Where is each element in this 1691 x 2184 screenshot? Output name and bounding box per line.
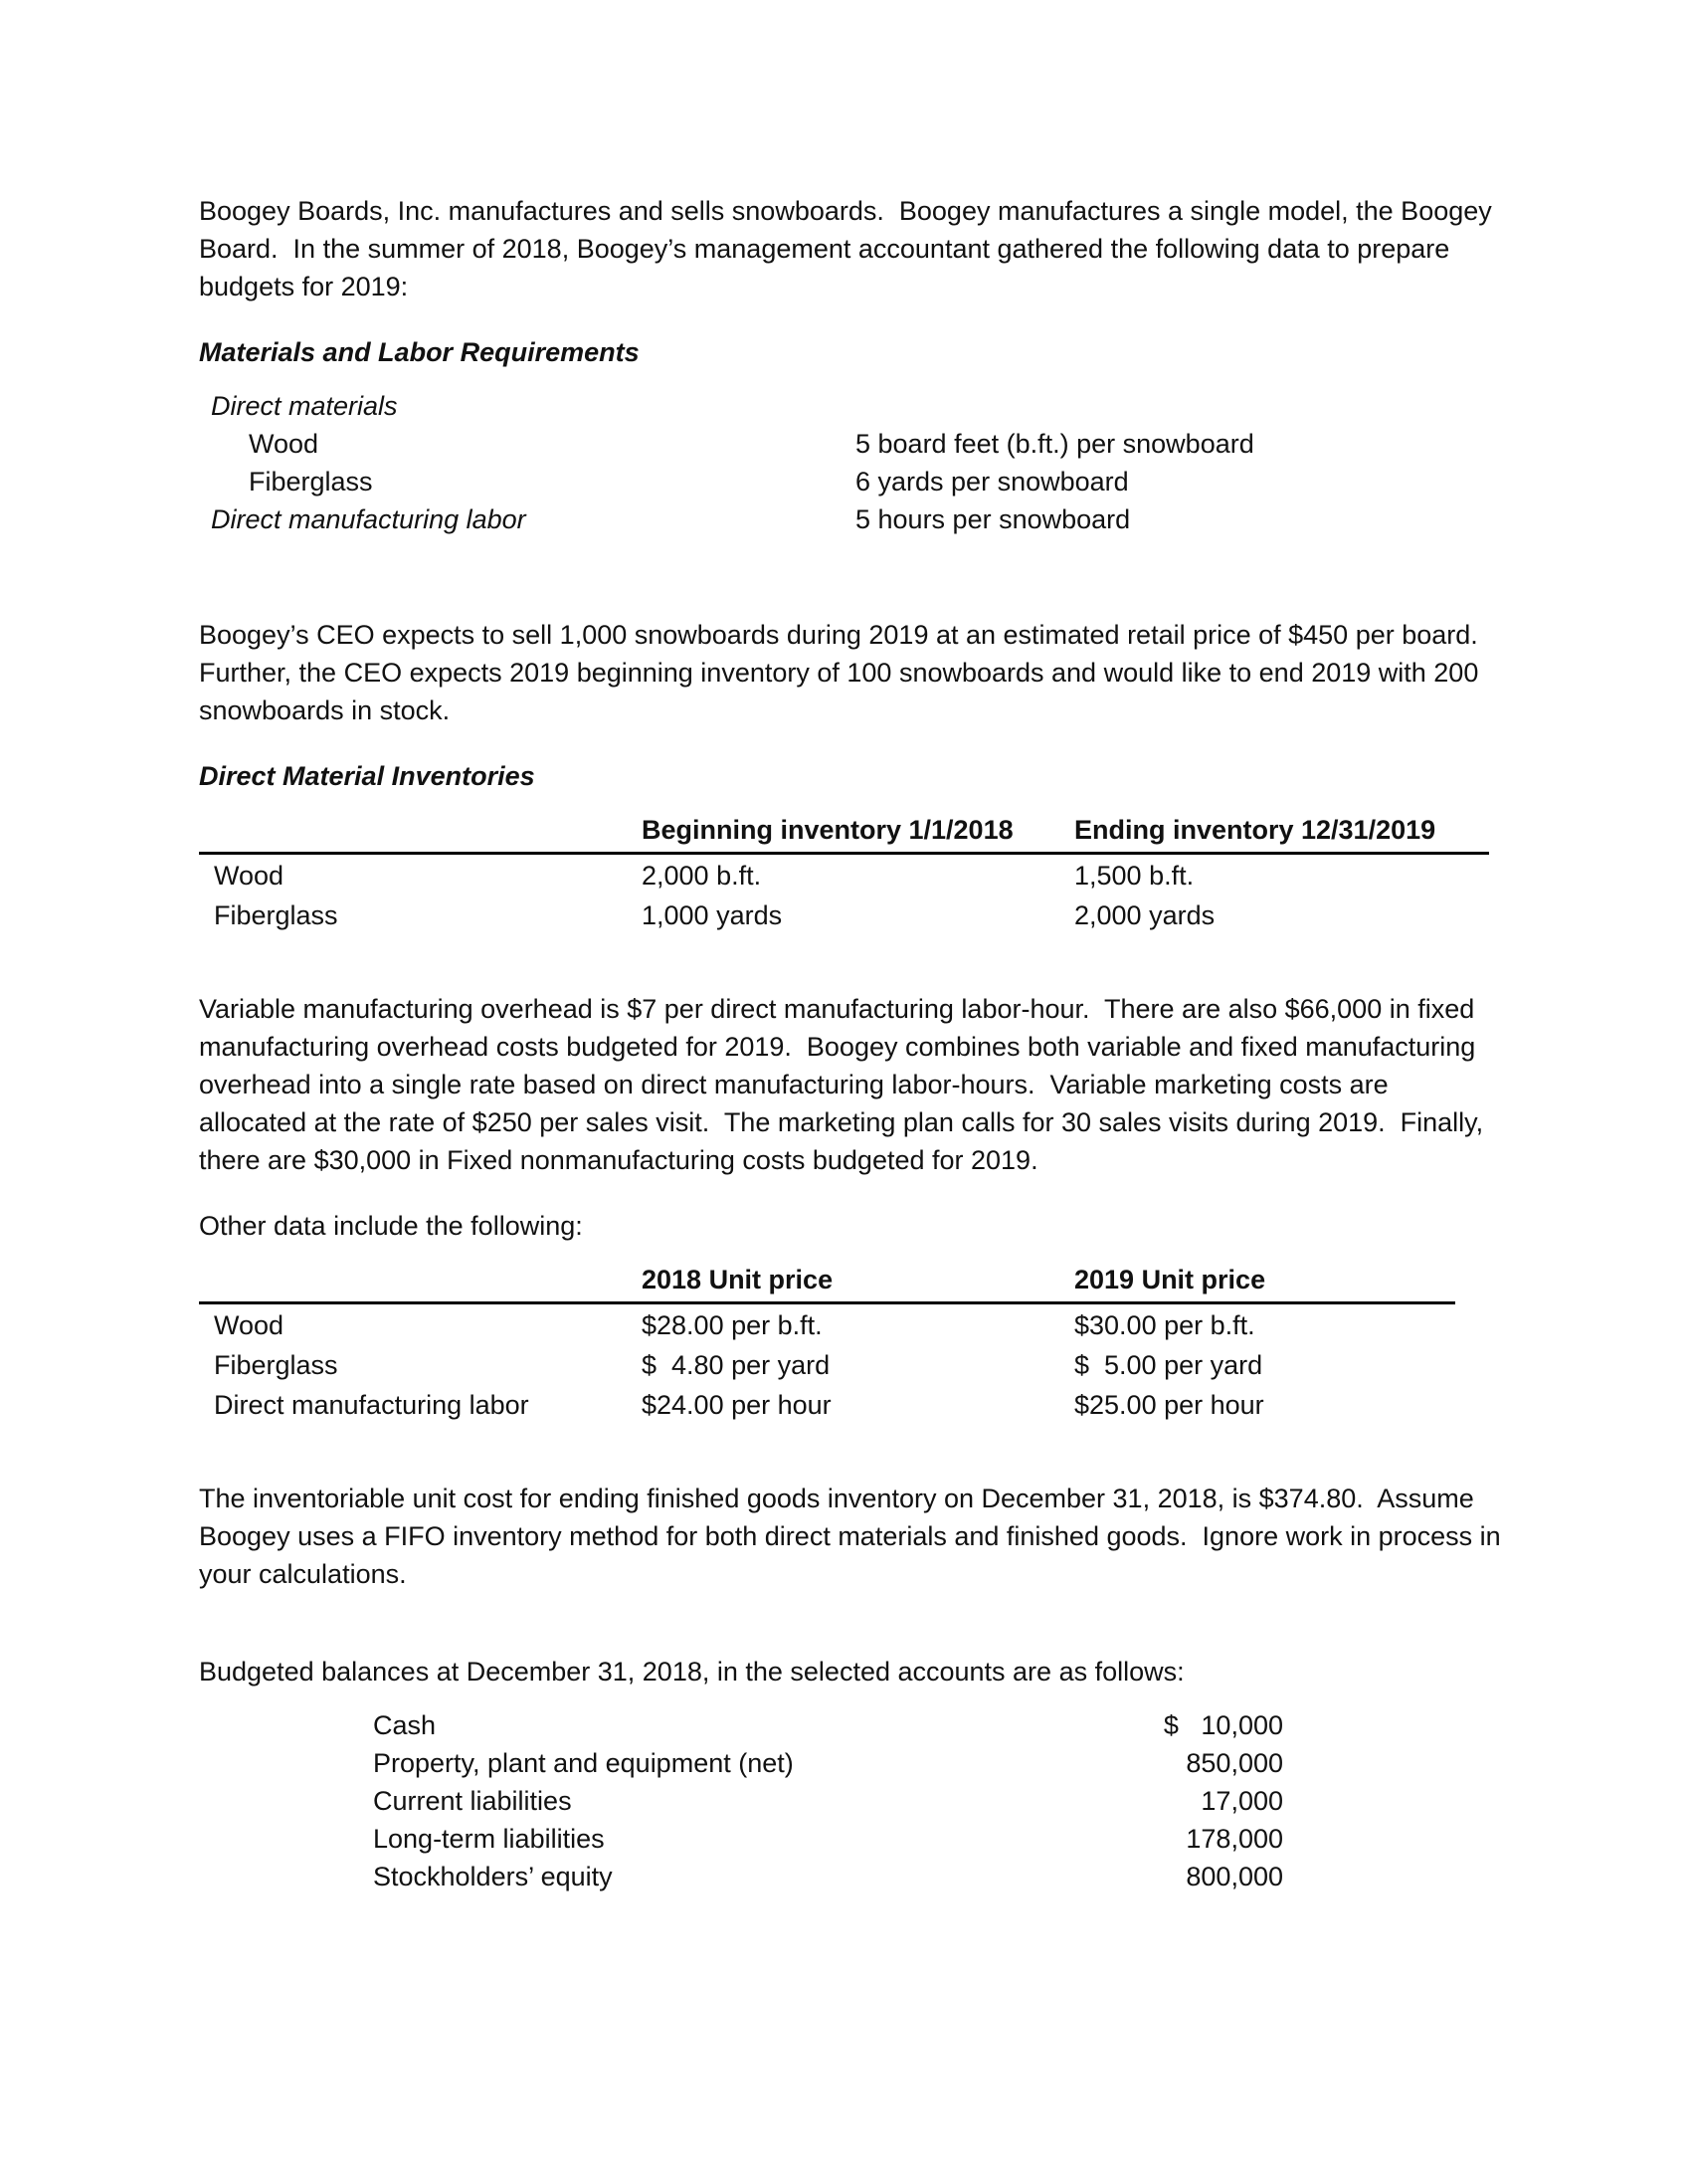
account-amount: $ 10,000 [1163, 1710, 1283, 1740]
row-label: Wood [214, 861, 284, 891]
inventories-header-row [199, 811, 1489, 855]
requirement-row [211, 500, 1502, 538]
price-2018-value: $ 4.80 per yard [642, 1350, 831, 1380]
account-label: Current liabilities [373, 1786, 572, 1816]
ceo-paragraph: Boogey’s CEO expects to sell 1,000 snowboards during 2019 at an estimated retail price of $450 per board. Further, the CEO expects 2019 beginning inventory of 100 snowboards and would like to end 2019 with 200 snowboards in stock. [199, 620, 1493, 725]
column-header-beginning: Beginning inventory 1/1/2018 [642, 815, 1014, 845]
requirement-row [211, 463, 1502, 500]
materials-labor-heading: Materials and Labor Requirements [199, 337, 640, 367]
row-label: Direct manufacturing labor [214, 1390, 529, 1420]
price-2018-value: $24.00 per hour [642, 1390, 832, 1420]
account-row [373, 1858, 1283, 1895]
account-amount: 17,000 [1201, 1786, 1283, 1816]
account-amount: 178,000 [1186, 1824, 1283, 1854]
requirement-label: Direct materials [211, 391, 398, 421]
account-row [373, 1706, 1283, 1744]
other-data-intro: Other data include the following: [199, 1211, 583, 1241]
account-label: Long-term liabilities [373, 1824, 605, 1854]
unit-price-header-row [199, 1261, 1455, 1304]
table-row [199, 894, 1489, 934]
requirement-label: Direct manufacturing labor [211, 504, 526, 534]
requirement-row [211, 387, 1502, 425]
account-amount: 850,000 [1186, 1748, 1283, 1778]
unit-price-table [199, 1261, 1455, 1424]
beginning-inventory-value: 1,000 yards [642, 900, 783, 930]
requirement-value: 5 hours per snowboard [855, 504, 1131, 534]
column-header-2019: 2019 Unit price [1074, 1265, 1266, 1294]
price-2019-value: $ 5.00 per yard [1074, 1350, 1263, 1380]
price-2019-value: $25.00 per hour [1074, 1390, 1264, 1420]
table-row [199, 1344, 1455, 1384]
intro-paragraph: Boogey Boards, Inc. manufactures and sells snowboards. Boogey manufactures a single model, the Boogey Board. In the summer of 2018, Boogey’s management accountant gathered the following data to prepare budgets for 2019: [199, 196, 1500, 301]
column-header-ending: Ending inventory 12/31/2019 [1074, 815, 1436, 845]
account-row [373, 1744, 1283, 1782]
table-row [199, 855, 1489, 894]
row-label: Wood [214, 1310, 284, 1340]
requirement-label: Wood [249, 429, 319, 459]
account-label: Cash [373, 1710, 437, 1740]
ending-inventory-value: 2,000 yards [1074, 900, 1216, 930]
column-header-2018: 2018 Unit price [642, 1265, 834, 1294]
account-amount: 800,000 [1186, 1862, 1283, 1891]
requirement-value [855, 387, 1502, 425]
overhead-paragraph: Variable manufacturing overhead is $7 per direct manufacturing labor-hour. There are also $66,000 in fixed manufacturing overhead costs budgeted for 2019. Boogey combines both variable and fixed manufacturing overhead into a single rate based on direct manufacturing labor-hours. Variable marketing costs are allocated at the rate of $250 per sales visit. The marketing plan calls for 30 sales visits during 2019. Finally, there are $30,000 in Fixed nonmanufacturing costs budgeted for 2019. [199, 994, 1491, 1175]
price-2018-value: $28.00 per b.ft. [642, 1310, 823, 1340]
requirement-value: 5 board feet (b.ft.) per snowboard [855, 429, 1254, 459]
account-label: Stockholders’ equity [373, 1862, 613, 1891]
price-2019-value: $30.00 per b.ft. [1074, 1310, 1255, 1340]
fifo-paragraph: The inventoriable unit cost for ending finished goods inventory on December 31, 2018, is $374.80. Assume Boogey uses a FIFO inventory method for both direct materials and finished goods. Ignore work in process in your calculations. [199, 1484, 1509, 1589]
budgeted-balances-intro: Budgeted balances at December 31, 2018, in the selected accounts are as follows: [199, 1657, 1185, 1687]
table-row [199, 1384, 1455, 1424]
row-label: Fiberglass [214, 1350, 338, 1380]
account-row [373, 1782, 1283, 1820]
requirement-value: 6 yards per snowboard [855, 467, 1129, 496]
account-row [373, 1820, 1283, 1858]
requirement-row [211, 425, 1502, 463]
table-row [199, 1304, 1455, 1344]
beginning-inventory-value: 2,000 b.ft. [642, 861, 762, 891]
requirements-list [211, 387, 1502, 538]
empty-header-cell [199, 811, 642, 849]
ending-inventory-value: 1,500 b.ft. [1074, 861, 1195, 891]
inventories-table [199, 811, 1489, 934]
accounts-list [373, 1706, 1283, 1895]
account-label: Property, plant and equipment (net) [373, 1748, 794, 1778]
empty-header-cell [199, 1261, 642, 1298]
row-label: Fiberglass [214, 900, 338, 930]
inventories-heading: Direct Material Inventories [199, 761, 535, 791]
requirement-label: Fiberglass [249, 467, 373, 496]
